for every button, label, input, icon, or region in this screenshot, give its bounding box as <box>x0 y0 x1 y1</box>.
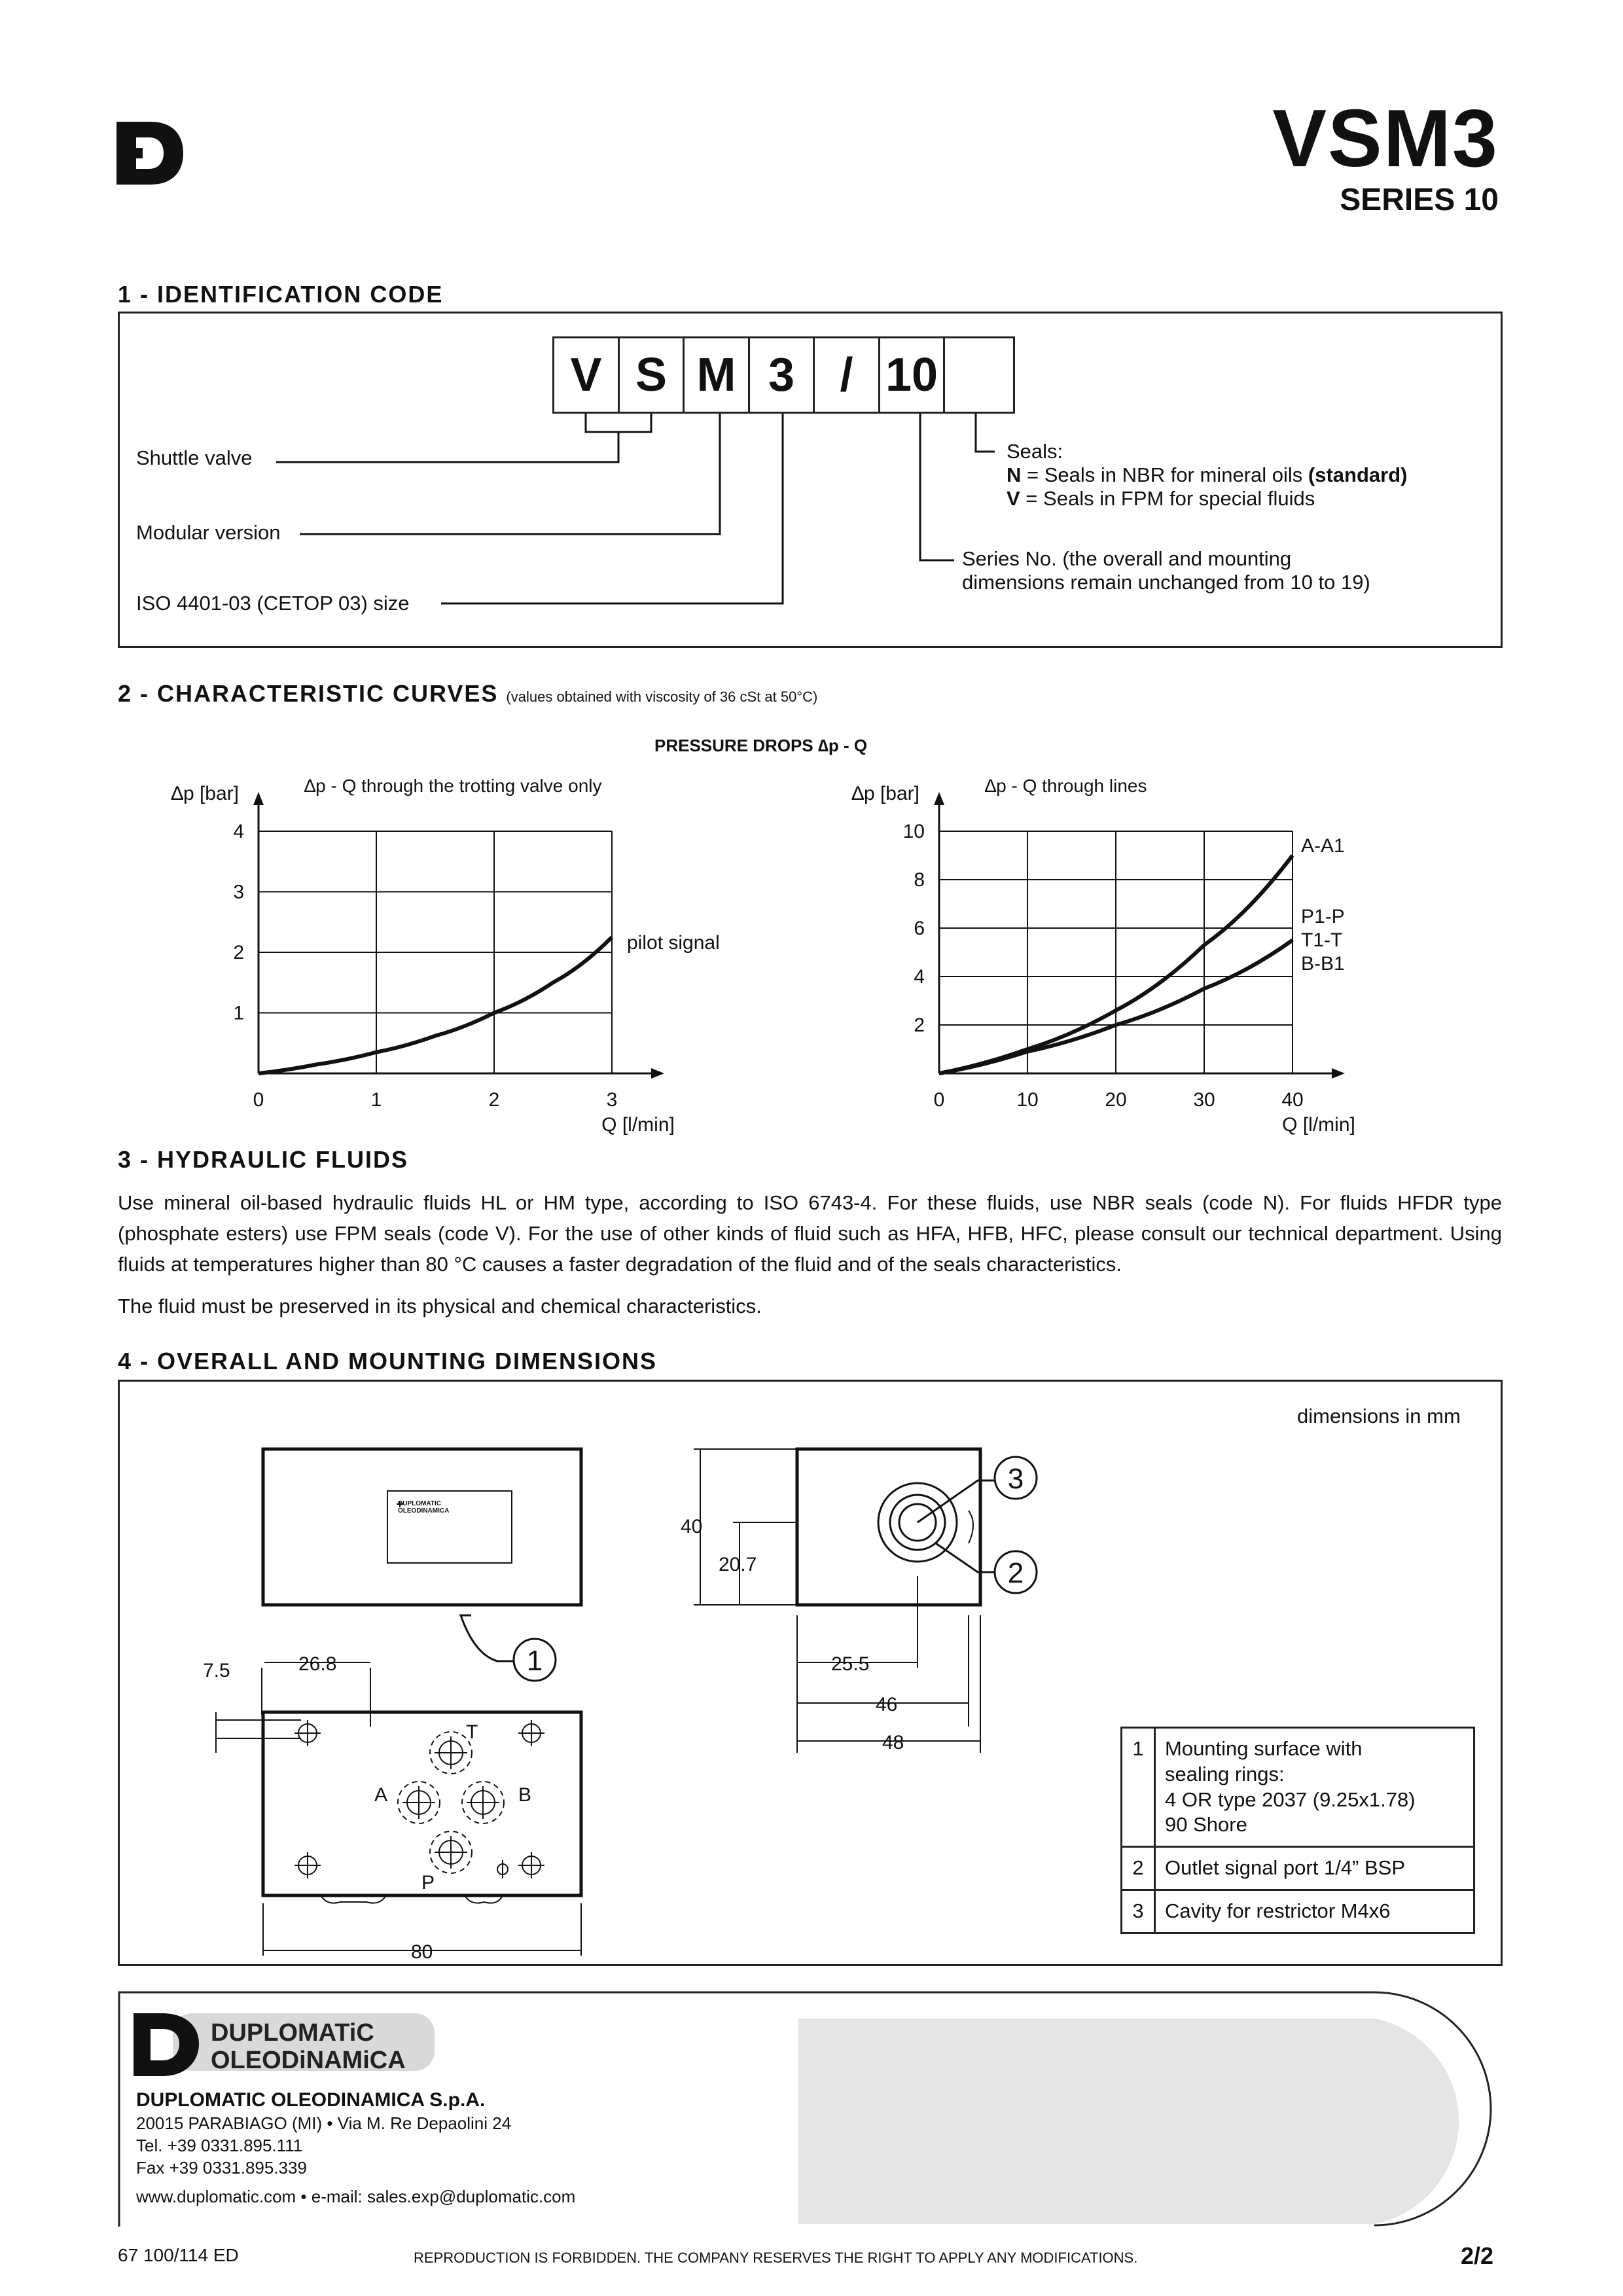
row-text: Mounting surface with sealing rings: 4 OR type 2037 (9.25x1.78) 90 Shore <box>1155 1728 1474 1847</box>
port-p-label: P <box>421 1872 435 1893</box>
legend-table <box>1120 1727 1475 1934</box>
shuttle-valve-label: Shuttle valve <box>136 446 253 469</box>
doc-code: 67 100/114 ED <box>118 2245 239 2265</box>
company-name: DUPLOMATIC OLEODINAMICA S.p.A. <box>136 2089 486 2111</box>
x-tick-label: 40 <box>1281 1089 1304 1111</box>
x-tick-label: 1 <box>370 1089 382 1111</box>
x-tick-label: 20 <box>1105 1089 1127 1111</box>
y-tick-label: 1 <box>233 1002 244 1024</box>
seals-n-line: N = Seals in NBR for mineral oils (standard) <box>1007 463 1408 486</box>
dim-40: 40 <box>681 1516 703 1537</box>
seals-v-line: V = Seals in FPM for special fluids <box>1007 487 1315 510</box>
code-leader-lines <box>0 0 1623 655</box>
iso-size-label: ISO 4401-03 (CETOP 03) size <box>136 592 410 615</box>
row-number: 1 <box>1122 1728 1155 1847</box>
y-tick-label: 4 <box>914 966 925 988</box>
company-address: 20015 PARABIAGO (MI) • Via M. Re Depaolini 24 <box>136 2113 512 2133</box>
table-row <box>1122 1847 1474 1890</box>
x-axis-arrow <box>651 1068 664 1079</box>
y-tick-label: 6 <box>914 918 925 939</box>
port-a-label: A <box>374 1784 388 1806</box>
dim-25-5: 25.5 <box>831 1653 870 1675</box>
series-label: pilot signal <box>627 932 720 954</box>
chart-title: ∆p - Q through the trotting valve only <box>304 779 602 796</box>
x-tick-label: 0 <box>933 1089 945 1111</box>
x-tick-label: 2 <box>488 1089 500 1111</box>
port-t-label: T <box>466 1721 478 1743</box>
dim-7-5: 7.5 <box>203 1660 230 1681</box>
table-row <box>1122 1890 1474 1933</box>
seals-title: Seals: <box>1007 440 1063 463</box>
company-fax: Fax +39 0331.895.339 <box>136 2158 307 2178</box>
row-text: Cavity for restrictor M4x6 <box>1155 1890 1474 1933</box>
port-b-label: B <box>518 1784 532 1806</box>
series-line <box>259 937 612 1073</box>
table-row <box>1122 1728 1474 1847</box>
code-cell: M <box>683 336 750 414</box>
product-title: VSM3 <box>1272 94 1499 184</box>
company-tel: Tel. +39 0331.895.111 <box>136 2136 303 2155</box>
x-tick-label: 3 <box>606 1089 618 1111</box>
series-label: P1-P <box>1301 906 1345 927</box>
company-web: www.duplomatic.com • e-mail: sales.exp@duplomatic.com <box>136 2187 576 2206</box>
series-label: T1-T <box>1301 929 1343 951</box>
series-label: SERIES 10 <box>1340 183 1499 217</box>
y-tick-label: 8 <box>914 869 925 891</box>
y-tick-label: 4 <box>233 821 244 842</box>
code-cell: / <box>813 336 880 414</box>
series-label: B-B1 <box>1301 953 1345 975</box>
brand-line-1: DUPLOMATiC <box>211 2019 374 2047</box>
section-2-heading: 2 - CHARACTERISTIC CURVES (values obtained with viscosity of 36 cSt at 50°C) <box>118 680 818 707</box>
hydraulic-fluids-paragraph: Use mineral oil-based hydraulic fluids HL or HM type, according to ISO 6743-4. For these fluids, use NBR seals (code N). For fluids HFDR type (phosphate esters) use FPM seals (code V). For the use of other kinds of fluid such as HFA, HFB, HFC, please consult our technical department. Using fluids at temperatures higher than 80 °C causes a faster degradation of the fluid and of the seals characteristics. <box>118 1191 1502 1276</box>
x-tick-label: 30 <box>1193 1089 1215 1111</box>
series-no-line2: dimensions remain unchanged from 10 to 19) <box>962 571 1370 594</box>
reproduction-notice: REPRODUCTION IS FORBIDDEN. THE COMPANY RESERVES THE RIGHT TO APPLY ANY MODIFICATIONS. <box>414 2250 1138 2266</box>
chart-pilot-signal <box>151 779 740 1145</box>
y-axis-title: ∆p [bar] <box>851 783 919 804</box>
row-number: 2 <box>1122 1847 1155 1890</box>
y-tick-label: 2 <box>914 1014 925 1036</box>
chart-through-lines <box>831 779 1420 1145</box>
fluid-preservation-note: The fluid must be preserved in its physical and chemical characteristics. <box>118 1295 762 1318</box>
section-3-heading: 3 - HYDRAULIC FLUIDS <box>118 1146 408 1173</box>
brand-line-2: OLEODiNAMiCA <box>211 2047 406 2074</box>
x-axis-arrow <box>1332 1068 1345 1079</box>
y-axis-title: ∆p [bar] <box>171 783 239 804</box>
row-number: 3 <box>1122 1890 1155 1933</box>
pressure-drops-subtitle: PRESSURE DROPS ∆p - Q <box>654 736 868 755</box>
x-axis-title: Q [l/min] <box>1282 1114 1355 1136</box>
dim-26-8: 26.8 <box>298 1653 337 1675</box>
dim-46: 46 <box>876 1694 898 1715</box>
callout-3: 3 <box>1007 1463 1024 1495</box>
y-axis-arrow <box>934 792 944 805</box>
code-cell: 10 <box>878 336 945 414</box>
y-tick-label: 3 <box>233 881 244 903</box>
y-tick-label: 10 <box>902 821 925 842</box>
x-tick-label: 0 <box>253 1089 264 1111</box>
dim-20-7: 20.7 <box>719 1554 757 1575</box>
duplomatic-brand-logo <box>134 2007 441 2079</box>
series-label: A-A1 <box>1301 835 1345 857</box>
series-no-line1: Series No. (the overall and mounting <box>962 547 1292 570</box>
nameplate-text: DUPLOMATIC OLEODINAMICA <box>398 1500 450 1515</box>
units-note: dimensions in mm <box>1297 1405 1461 1427</box>
dim-80: 80 <box>411 1941 433 1963</box>
y-tick-label: 2 <box>233 942 244 963</box>
dim-48: 48 <box>882 1732 904 1753</box>
row-text: Outlet signal port 1/4” BSP <box>1155 1847 1474 1890</box>
x-axis-title: Q [l/min] <box>601 1114 675 1136</box>
section-1-heading: 1 - IDENTIFICATION CODE <box>118 281 444 308</box>
code-cell: V <box>552 336 620 414</box>
x-tick-label: 10 <box>1016 1089 1039 1111</box>
modular-version-label: Modular version <box>136 521 281 544</box>
section-4-heading: 4 - OVERALL AND MOUNTING DIMENSIONS <box>118 1348 658 1374</box>
callout-1: 1 <box>526 1645 543 1677</box>
chart-title: ∆p - Q through lines <box>985 779 1147 796</box>
code-cell: S <box>618 336 685 414</box>
callout-2: 2 <box>1007 1557 1024 1589</box>
code-cell: 3 <box>748 336 815 414</box>
y-axis-arrow <box>253 792 264 805</box>
page-number: 2/2 <box>1461 2242 1494 2269</box>
